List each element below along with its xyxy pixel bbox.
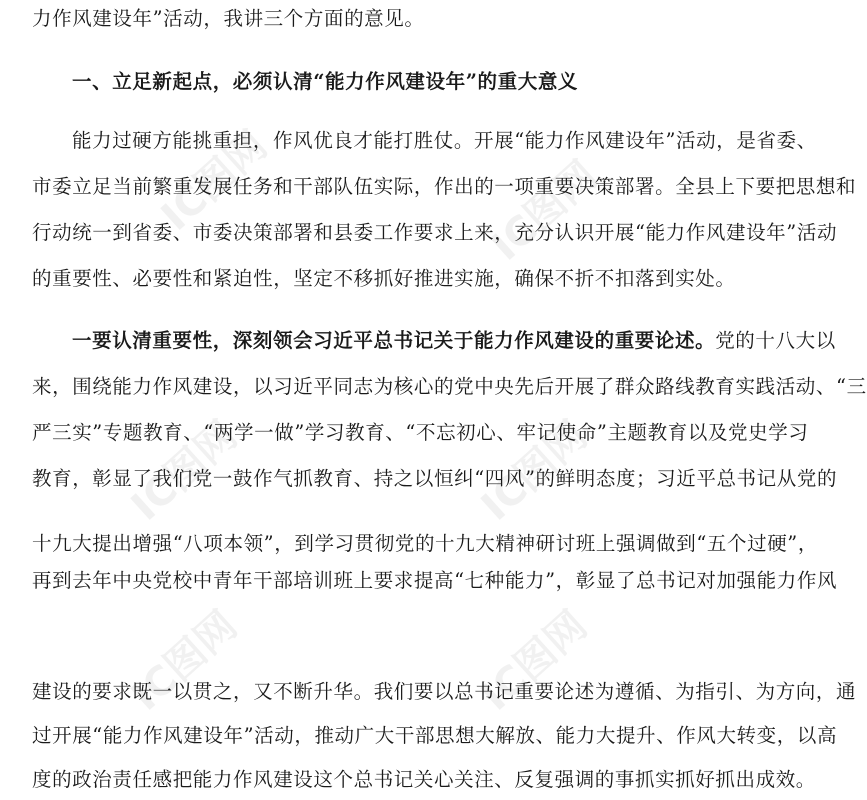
paragraph-line: 十九大提出增强“八项本领”，到学习贯彻党的十九大精神研讨班上强调做到“五个过硬”， [32,532,818,555]
paragraph-line: 建设的要求既一以贯之，又不断升华。我们要以总书记重要论述为遵循、为指引、为方向，通 [32,680,857,703]
text-line: 力作风建设年”活动，我讲三个方面的意见。 [32,7,425,30]
watermark: IC图网 [472,412,597,530]
paragraph-line: 度的政治责任感把能力作风建设这个总书记关心关注、反复强调的事抓实抓好抓出成效。 [32,768,816,791]
paragraph-lead-line [72,326,836,356]
paragraph-lead-bold: 一要认清重要性，深刻领会习近平总书记关于能力作风建设的重要论述。 [72,329,716,352]
watermark: IC图网 [152,122,277,240]
watermark: IC图网 [472,602,597,720]
paragraph-lead-rest: 党的十八大以 [715,329,836,352]
paragraph-line: 市委立足当前繁重发展任务和干部队伍实际，作出的一项重要决策部署。全县上下要把思想和 [32,175,857,198]
paragraph-line: 能力过硬方能挑重担，作风优良才能打胜仗。开展“能力作风建设年”活动，是省委、 [72,129,817,152]
watermark: IC图网 [482,152,607,270]
watermark: IC图网 [122,602,247,720]
paragraph-line: 严三实”专题教育、“两学一做”学习教育、“不忘初心、牢记使命”主题教育以及党史学习 [32,421,809,444]
paragraph-line: 行动统一到省委、市委决策部署和县委工作要求上来，充分认识开展“能力作风建设年”活动 [32,221,838,244]
section-heading: 一、立足新起点，必须认清“能力作风建设年”的重大意义 [72,70,579,93]
paragraph-line: 来，围绕能力作风建设，以习近平同志为核心的党中央先后开展了群众路线教育实践活动、“三 [32,375,867,398]
paragraph-line: 再到去年中央党校中青年干部培训班上要求提高“七种能力”，彰显了总书记对加强能力作风 [32,569,838,592]
paragraph-line: 的重要性、必要性和紧迫性，坚定不移抓好推进实施，确保不折不扣落到实处。 [32,267,736,290]
paragraph-line: 过开展“能力作风建设年”活动，推动广大干部思想大解放、能力大提升、作风大转变，以高 [32,724,838,747]
watermark: IC图网 [122,412,247,530]
paragraph-line: 教育，彰显了我们党一鼓作气抓教育、持之以恒纠“四风”的鲜明态度；习近平总书记从党的 [32,467,838,490]
